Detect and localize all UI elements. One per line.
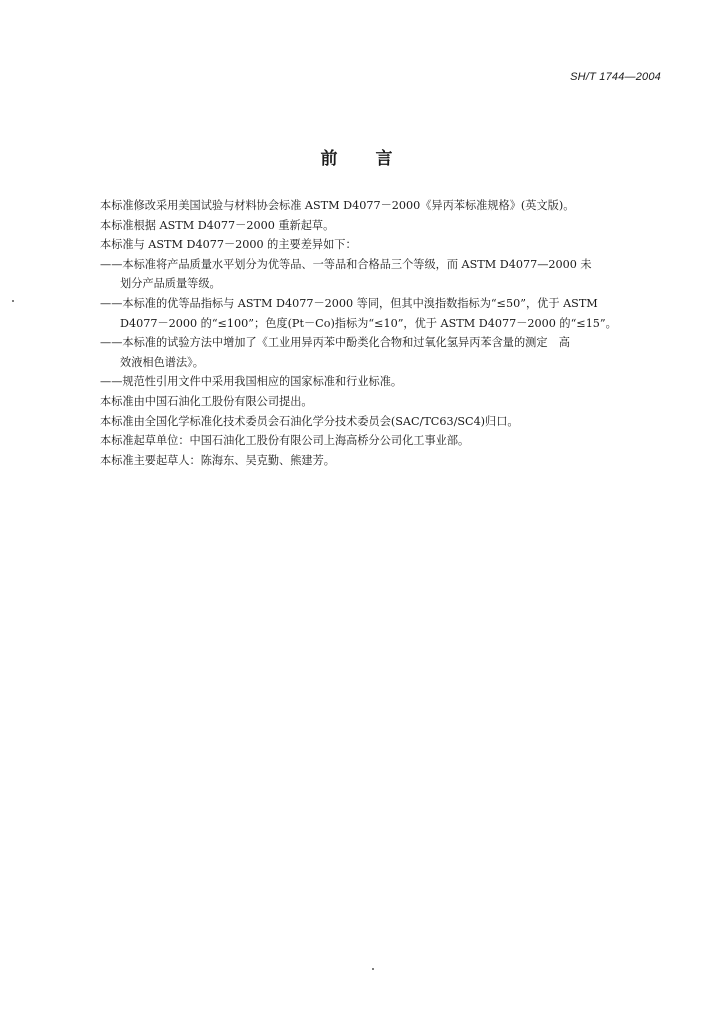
paragraph-drafting-basis: 本标准根据 ASTM D4077－2000 重新起草。: [100, 218, 335, 232]
paragraph-proposer: 本标准由中国石油化工股份有限公司提出。: [100, 394, 313, 408]
paragraph-adoption: 本标准修改采用美国试验与材料协会标准 ASTM D4077－2000《异丙苯标准规格》(英文版)。: [100, 199, 575, 212]
paragraph-committee: 本标准由全国化学标准化技术委员会石油化学分技术委员会(SAC/TC63/SC4)归口。: [100, 414, 519, 428]
paragraph-drafters: 本标准主要起草人：陈海东、吴克勤、熊建芳。: [100, 453, 335, 467]
paragraph-differences-intro: 本标准与 ASTM D4077－2000 的主要差异如下：: [100, 238, 357, 252]
list-item-normative-references: ——规范性引用文件中采用我国相应的国家标准和行业标准。: [100, 375, 403, 389]
paragraph-drafting-unit: 本标准起草单位：中国石油化工股份有限公司上海高桥分公司化工事业部。: [100, 434, 470, 448]
document-body: [100, 196, 662, 470]
scan-speck: [372, 968, 374, 970]
list-item-test-methods-cont: 效液相色谱法》。: [120, 355, 204, 369]
list-item-premium-indicators-cont: D4077－2000 的“≤100”；色度(Pt－Co)指标为“≤10”，优于 ASTM D4077－2000 的“≤15”。: [120, 316, 617, 330]
list-item-premium-indicators: ——本标准的优等品指标与 ASTM D4077－2000 等同，但其中溴指数指标为“≤50”，优于 ASTM: [100, 296, 598, 310]
list-item-test-methods: ——本标准的试验方法中增加了《工业用异丙苯中酚类化合物和过氧化氢异丙苯含量的测定 高: [100, 336, 570, 350]
standard-code: SH/T 1744—2004: [570, 71, 661, 83]
scan-speck: [12, 300, 14, 302]
list-item-quality-grades-cont: 划分产品质量等级。: [120, 277, 221, 291]
list-item-quality-grades: ——本标准将产品质量水平划分为优等品、一等品和合格品三个等级，而 ASTM D4077—2000 未: [100, 257, 592, 271]
page-title: 前言: [320, 149, 431, 169]
